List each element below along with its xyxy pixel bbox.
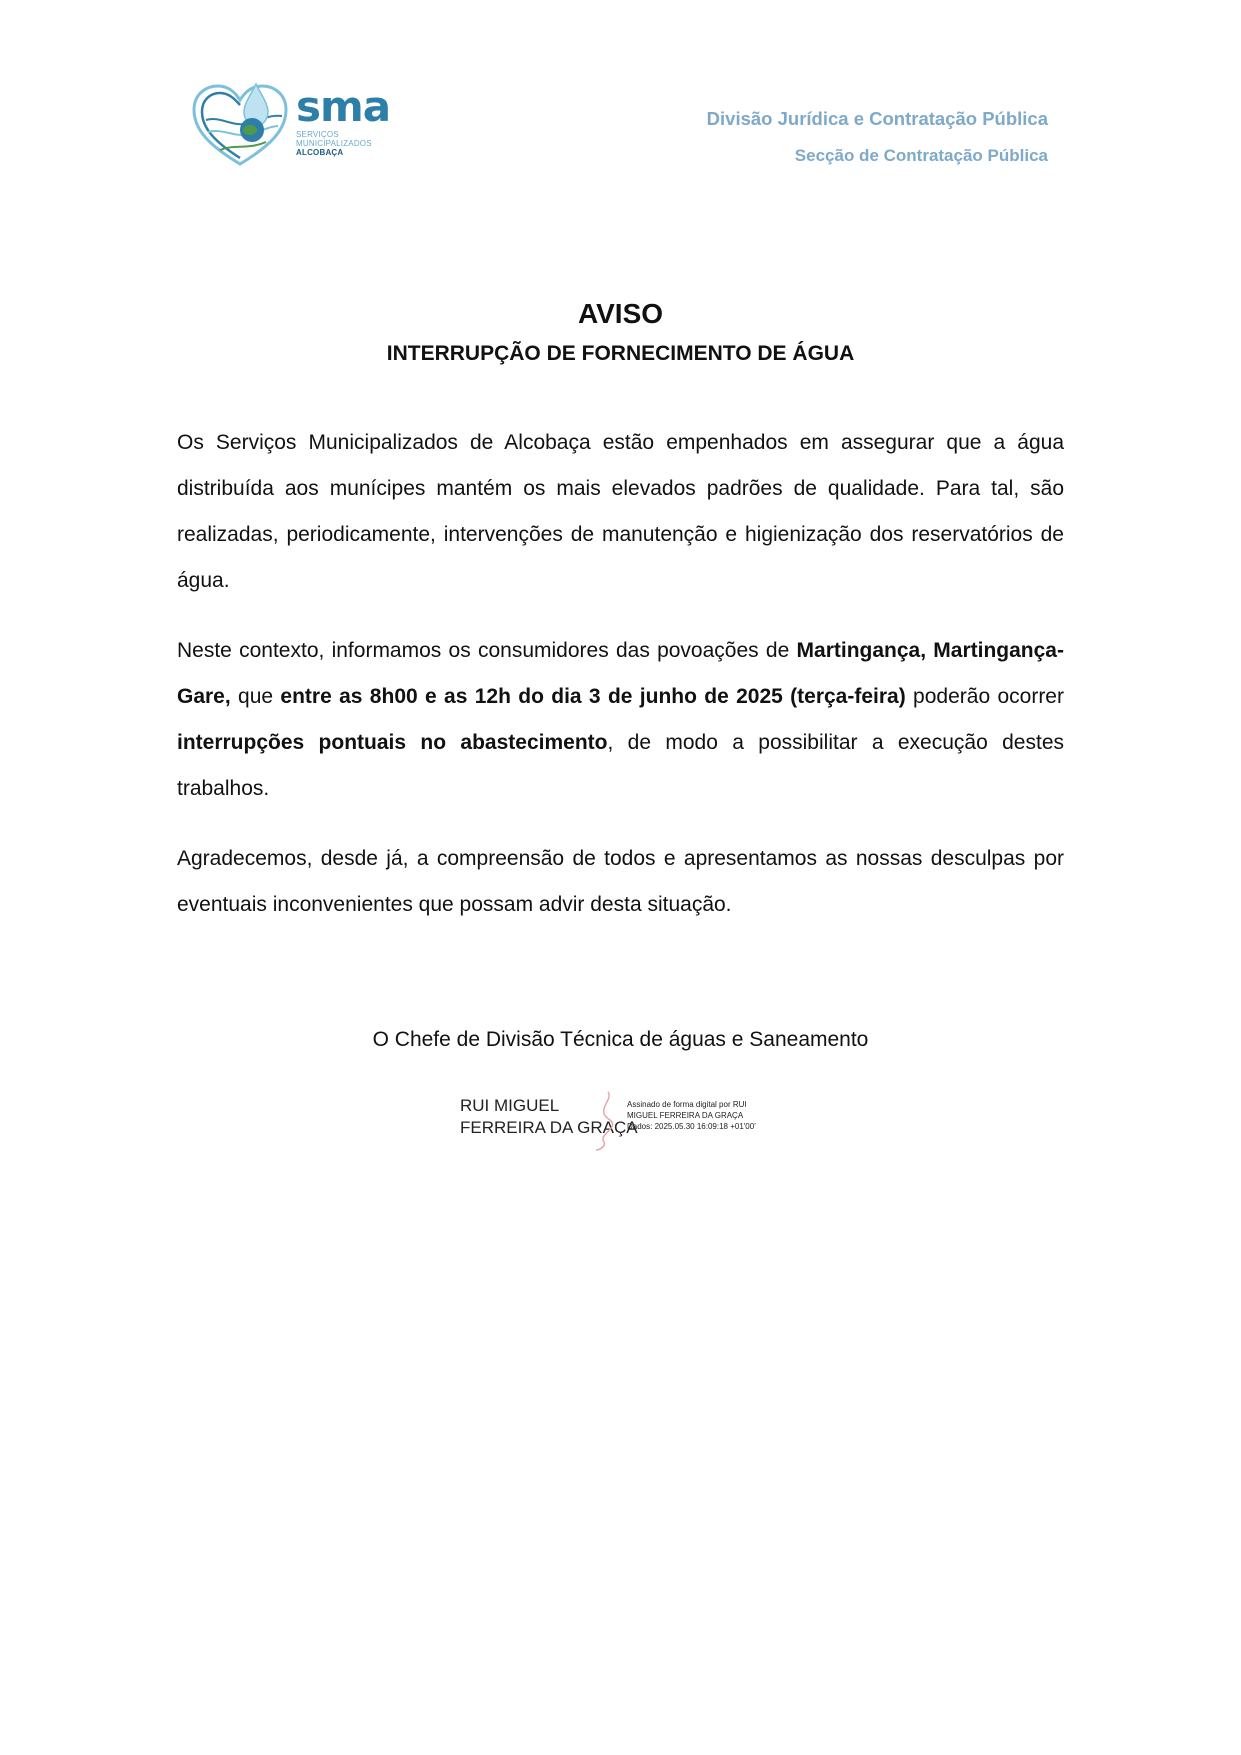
p2-text-3: poderão ocorrer (905, 685, 1064, 708)
signer-title: O Chefe de Divisão Técnica de águas e Saneamento (372, 1028, 869, 1051)
signature-info-line-1: Assinado de forma digital por RUI (627, 1100, 747, 1109)
notice-title: AVISO (577, 298, 664, 329)
signature-name-line-1: RUI MIGUEL (460, 1096, 560, 1115)
localities: Martingança, Martingança-Gare, (177, 639, 1064, 708)
signature-info-line-3: Dados: 2025.05.30 16:09:18 +01'00' (627, 1122, 756, 1131)
sma-heart-drop-icon (190, 80, 290, 172)
logo-abbreviation: sma (296, 82, 391, 131)
logo-line-3: ALCOBAÇA (296, 148, 344, 157)
sma-logo (190, 80, 410, 172)
interruption-schedule: entre as 8h00 e as 12h do dia 3 de junho de 2025 (terça-feira) (280, 685, 906, 708)
p2-text-1: Neste contexto, informamos os consumidores das povoações de (177, 639, 797, 662)
paragraph-thanks: Agradecemos, desde já, a compreensão de todos e apresentamos as nossas desculpas por eventuais inconvenientes que possam advir desta situação. (177, 847, 1064, 916)
paragraph-intro: Os Serviços Municipalizados de Alcobaça estão empenhados em assegurar que a água distribuída aos munícipes mantém os mais elevados padrões de qualidade. Para tal, são realizadas, periodicamente, intervenções de manutenção e higienização dos reservatórios de água. (177, 431, 1064, 592)
paragraph-details (177, 628, 1064, 812)
signature-name-line-2: FERREIRA DA GRAÇA (460, 1118, 638, 1137)
logo-line-2: MUNICIPALIZADOS (296, 139, 372, 148)
p2-text-2: que (230, 685, 281, 708)
division-name: Divisão Jurídica e Contratação Pública (706, 108, 1048, 129)
p2-text-4: , de modo a possibilitar a execução destes trabalhos. (177, 731, 1064, 800)
department-header (707, 108, 1048, 166)
notice-subtitle: INTERRUPÇÃO DE FORNECIMENTO DE ÁGUA (386, 342, 855, 365)
logo-line-1: SERVIÇOS (296, 130, 339, 139)
notice-body (177, 420, 1064, 952)
section-name: Secção de Contratação Pública (794, 146, 1048, 165)
signature-info-line-2: MIGUEL FERREIRA DA GRAÇA (627, 1111, 744, 1120)
digital-signature (460, 1090, 780, 1152)
interruption-type: interrupções pontuais no abastecimento (177, 731, 608, 754)
signature-mark-icon (590, 1090, 620, 1152)
signature-info (627, 1099, 756, 1132)
